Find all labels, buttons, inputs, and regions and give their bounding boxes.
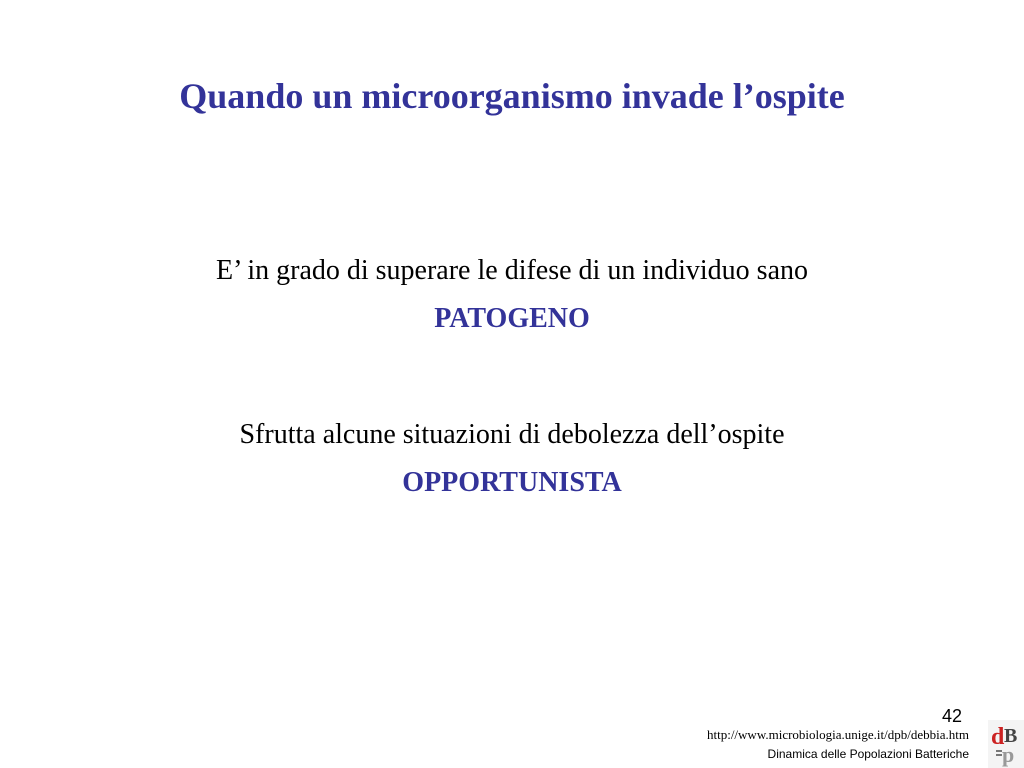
term-opportunist: OPPORTUNISTA <box>402 467 622 498</box>
slide-title: Quando un microorganismo invade l’ospite <box>179 76 845 116</box>
svg-text:B: B <box>1004 725 1018 747</box>
dpb-logo-icon <box>988 720 1024 768</box>
statement-opportunist: Sfrutta alcune situazioni di debolezza dell’ospite <box>239 419 785 450</box>
term-pathogen: PATOGENO <box>434 303 590 334</box>
svg-text:p: p <box>1002 742 1015 767</box>
statement-pathogen: E’ in grado di superare le difese di un individuo sano <box>216 255 808 286</box>
svg-text:d: d <box>991 724 1005 750</box>
footer-url: http://www.microbiologia.unige.it/dpb/debbia.htm <box>706 727 969 742</box>
page-number: 42 <box>941 706 962 726</box>
footer-subtitle: Dinamica delle Popolazioni Batteriche <box>767 747 969 761</box>
